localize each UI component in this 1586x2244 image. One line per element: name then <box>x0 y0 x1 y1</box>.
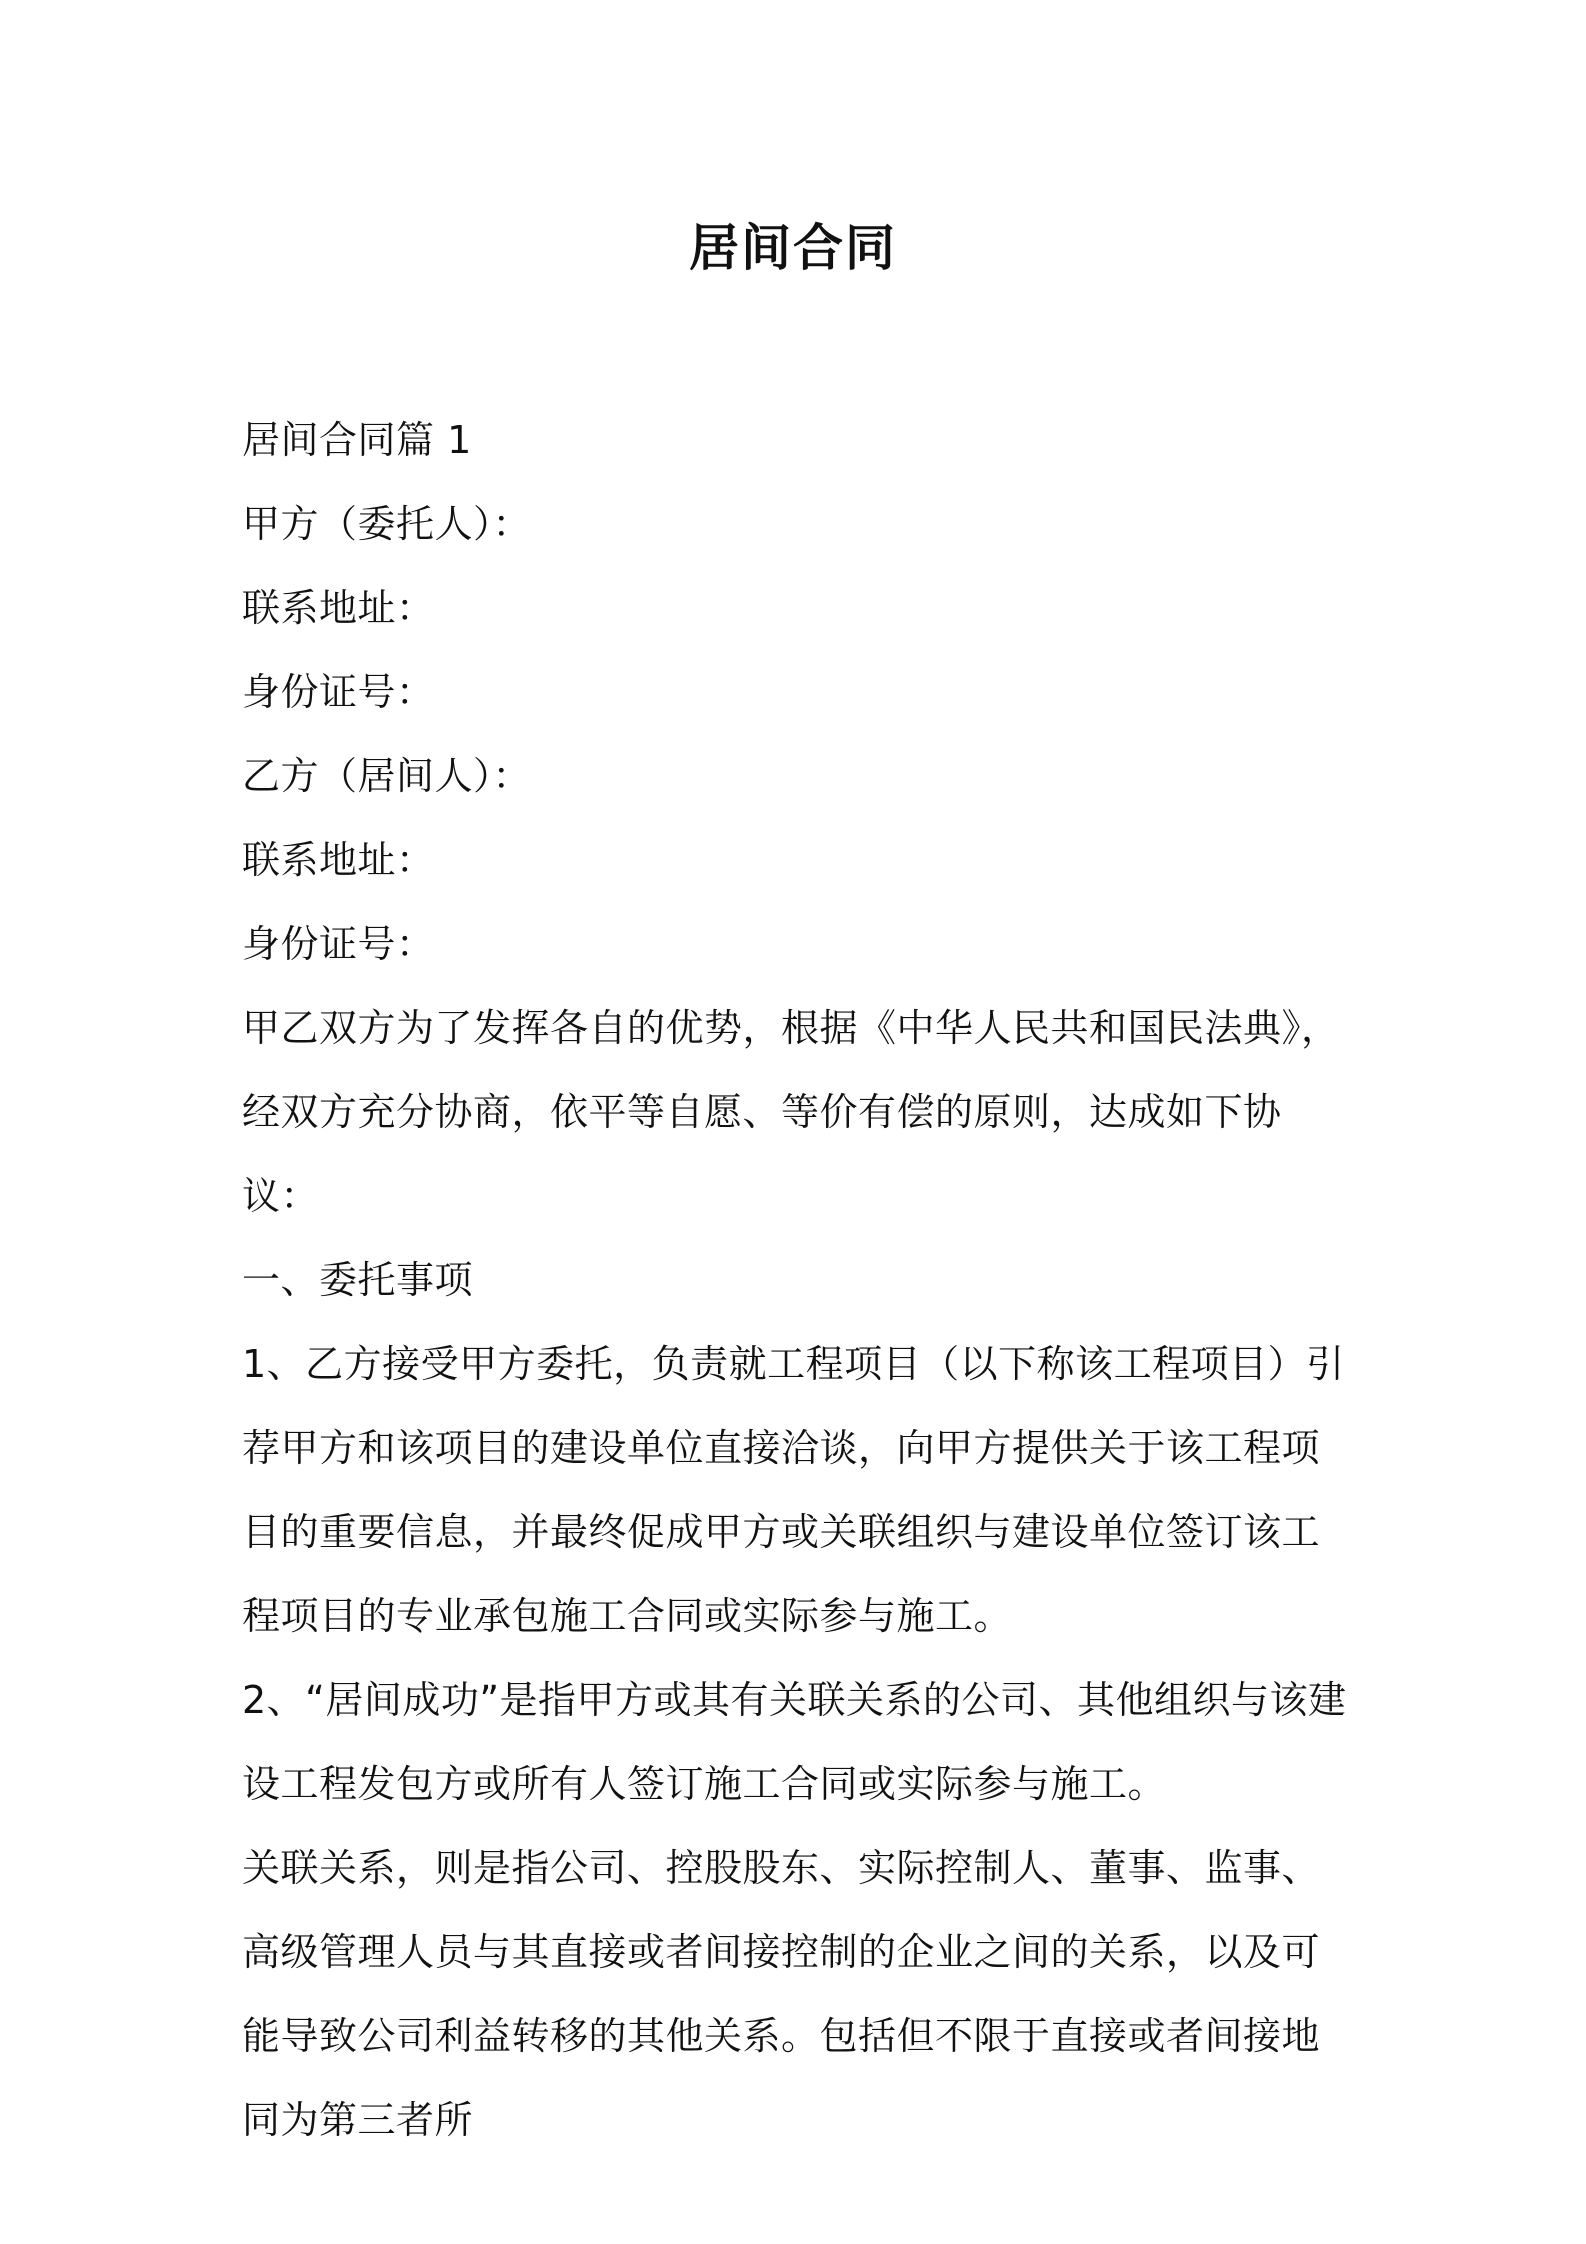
section-heading: 居间合同篇 1 <box>242 418 472 462</box>
party-b-address-label: 联系地址： <box>242 838 435 882</box>
clause-heading: 一、委托事项 <box>242 1258 474 1302</box>
related-party-paragraph: 关联关系，则是指公司、控股股东、实际控制人、董事、监事、高级管理人员与其直接或者间接控制的企业之间的关系，以及可能导致公司利益转移的其他关系。包括但不限于直接或者间接地同为第三者所 <box>242 1846 1321 2142</box>
party-b-id-label: 身份证号： <box>242 922 435 966</box>
party-a-address-label: 联系地址： <box>242 586 435 630</box>
preamble-paragraph: 甲乙双方为了发挥各自的优势，根据《中华人民共和国民法典》，经双方充分协商，依平等自愿、等价有偿的原则，达成如下协议： <box>242 1006 1340 1218</box>
party-a-id-label: 身份证号： <box>242 670 435 714</box>
clause-2-paragraph: 2、“居间成功”是指甲方或其有关联关系的公司、其他组织与该建设工程发包方或所有人签订施工合同或实际参与施工。 <box>242 1678 1347 1806</box>
document-body <box>242 398 1352 2162</box>
party-a-label: 甲方（委托人）： <box>242 502 532 546</box>
document-title: 居间合同 <box>689 219 897 277</box>
party-b-label: 乙方（居间人）： <box>242 754 532 798</box>
clause-1-paragraph: 1、乙方接受甲方委托，负责就工程项目（以下称该工程项目）引荐甲方和该项目的建设单位直接洽谈，向甲方提供关于该工程项目的重要信息，并最终促成甲方或关联组织与建设单位签订该工程项目的专业承包施工合同或实际参与施工。 <box>242 1342 1345 1638</box>
